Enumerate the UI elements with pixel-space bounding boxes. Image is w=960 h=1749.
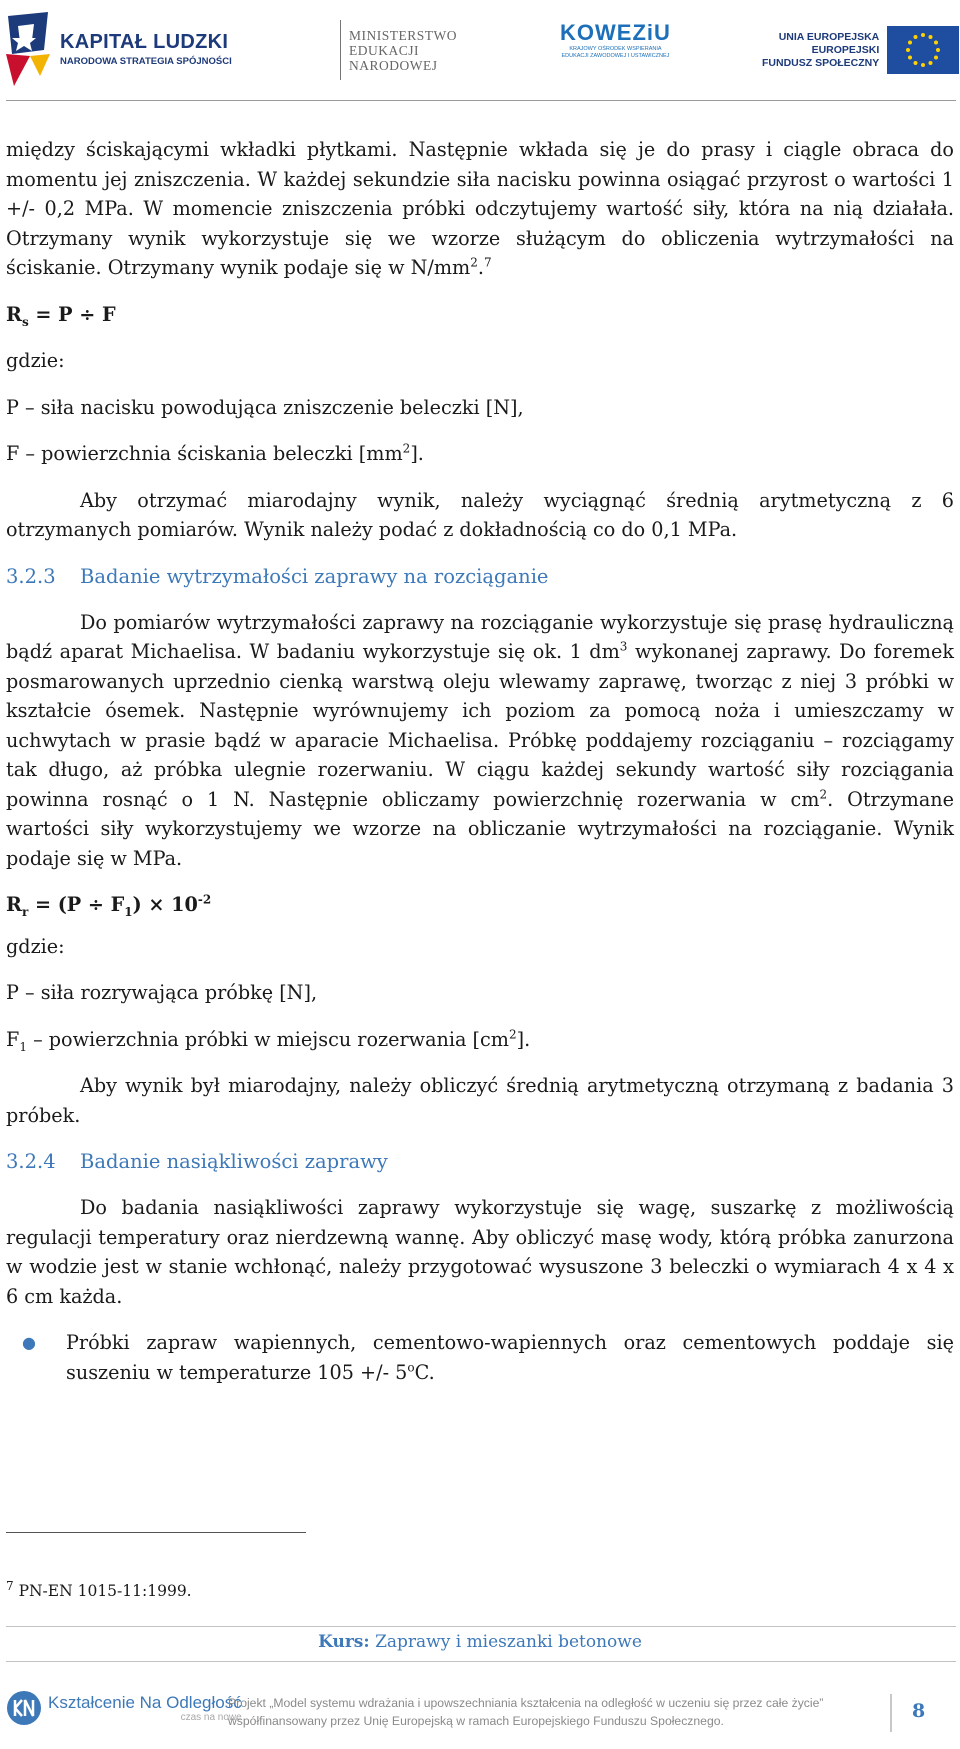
course-divider-top [6,1626,956,1627]
footer-divider [890,1694,892,1732]
course-divider-bottom [6,1661,956,1662]
section-title: Badanie nasiąkliwości zaprawy [80,1150,388,1173]
formula-compressive-strength: $R_s = P \div F$ [6,302,116,329]
kno-subtitle: czas na nowe [180,1712,242,1723]
men-line-3: NARODOWEJ [349,57,438,73]
page-number: 8 [912,1700,926,1722]
section-heading-3-2-3 [6,562,954,591]
project-line-2: współfinansowany przez Unię Europejską w ramach Europejskiego Funduszu Społecznego. [228,1714,724,1728]
kapital-ludzki-title: KAPITAŁ LUDZKI [60,31,229,53]
where-label-1: gdzie: [6,349,65,372]
kapital-ludzki-logo [4,10,232,88]
definition-f1: $F_1$ – powierzchnia próbki w miejscu rozerwania $[cm^2]$. [6,1027,531,1054]
kno-emblem-icon [6,1690,42,1726]
kno-logo [6,1690,242,1726]
paragraph-5: Do badania nasiąkliwości zaprawy wykorzystuje się wagę, suszarkę z możliwością regulacji temperatury oraz nierdzewną wannę. Aby obliczyć masę wody, którą próbka zanurzona w wodzie jest w stanie wchłonąć, należy przygotować wysuszone 3 beleczki o wymiarach 4 x 4 x 6 cm każda. [6,1196,954,1308]
header-divider [6,100,956,101]
where-label-2: gdzie: [6,934,65,958]
section-title: Badanie wytrzymałości zaprawy na rozciąganie [80,564,549,588]
definition-p-1: P – siła nacisku powodująca zniszczenie beleczki [N], [6,395,524,419]
project-line-1: Projekt „Model systemu wdrażania i upowszechniania kształcenia na odległość w uczeniu się przez całe życie” [228,1696,824,1710]
eu-logo [762,22,959,78]
section-number: 3.2.4 [6,1150,56,1173]
course-name: Kurs: Zaprawy i mieszanki betonowe [318,1632,642,1652]
kowezu-subtitle-1: KRAJOWY OŚRODEK WSPIERANIA [569,46,662,52]
page-content [6,135,954,1387]
eu-line-2: EUROPEJSKI [811,43,880,56]
page-footer [0,1688,960,1738]
eu-line-3: FUNDUSZ SPOŁECZNY [762,56,880,69]
page-header [0,0,960,100]
footnote-ref[interactable]: 7 [483,255,492,270]
kowezu-logo [560,20,671,80]
formula-tensile-strength: $R_r = (P \div F_1) \times 10^{-2}$ [6,892,212,919]
project-note [228,1694,868,1730]
kowezu-title: KOWEZiU [560,20,671,45]
eu-line-1: UNIA EUROPEJSKA [778,30,880,43]
list-item: ● Próbki zapraw wapiennych, cementowo-wapiennych oraz cementowych poddaje się suszeniu w temperaturze 105 +/- 5$^o$C. [6,1328,954,1387]
kno-title: Kształcenie Na Odległość [48,1693,242,1712]
kowezu-subtitle-2: EDUKACJI ZAWODOWEJ I USTAWICZNEJ [561,53,670,59]
paragraph-2: Aby otrzymać miarodajny wynik, należy wyciągnąć średnią arytmetyczną z 6 otrzymanych pomiarów. Wynik należy podać z dokładnością co do 0,1 MPa. [6,488,954,541]
definition-p-2: P – siła rozrywająca próbkę [N], [6,981,318,1004]
men-logo [340,20,457,80]
paragraph-1: między ściskającymi wkładki płytkami. Następnie wkłada się je do prasy i ciągle obraca do momentu jej zniszczenia. W każdej sekundzie siła nacisku powinna osiągać przyrost o wartości 1 +/- 0,2 MPa. W momencie zniszczenia próbki odczytujemy wartość siły, która na nią działała. Otrzymany wynik wykorzystuje się we wzorze służącym do obliczenia wytrzymałości na ściskanie. Otrzymany wynik podaje się w $N/mm^2.^7$ [6,138,954,279]
section-heading-3-2-4 [6,1147,954,1176]
eu-flag-icon [887,26,959,74]
definition-f-1: F – powierzchnia ściskania beleczki $[mm^2]$. [6,441,424,465]
bullet-icon: ● [22,1333,36,1352]
paragraph-4: Aby wynik był miarodajny, należy obliczyć średnią arytmetyczną otrzymaną z badania 3 próbek. [6,1074,954,1127]
section-number: 3.2.3 [6,564,56,588]
kapital-ludzki-emblem-icon [4,10,52,88]
paragraph-3: Do pomiarów wytrzymałości zaprawy na rozciąganie wykorzystuje się prasę hydrauliczną bądź aparat Michaelisa. W badaniu wykorzystuje się ok. 1 $dm^3$ wykonanej zaprawy. Do foremek posmarowanych uprzednio cienką warstwą oleju wlewamy zaprawę, tworząc z niej 3 próbki w kształcie ósemek. Następnie wyrównujemy ich poziom za pomocą noża i umieszczamy w uchwytach w prasie bądź w aparacie Michaelisa. Próbkę poddajemy rozciąganiu – rozciągamy tak długo, aż próbka ulegnie rozerwaniu. W ciągu każdej sekundy wartość siły rozciągania powinna rosnąć o 1 N. Następnie obliczamy powierzchnię rozerwania w $cm^2$. Otrzymane wartości siły wykorzystujemy we wzorze na obliczanie wytrzymałości na rozciąganie. Wynik podaje się w MPa. [6,610,954,870]
footnote-7: $^7$ PN-EN 1015-11:1999. [6,1578,192,1600]
footnote-divider [6,1532,306,1533]
men-line-2: EDUKACJI [349,42,419,58]
men-line-1: MINISTERSTWO [349,27,457,43]
kapital-ludzki-subtitle: NARODOWA STRATEGIA SPÓJNOŚCI [60,56,232,67]
